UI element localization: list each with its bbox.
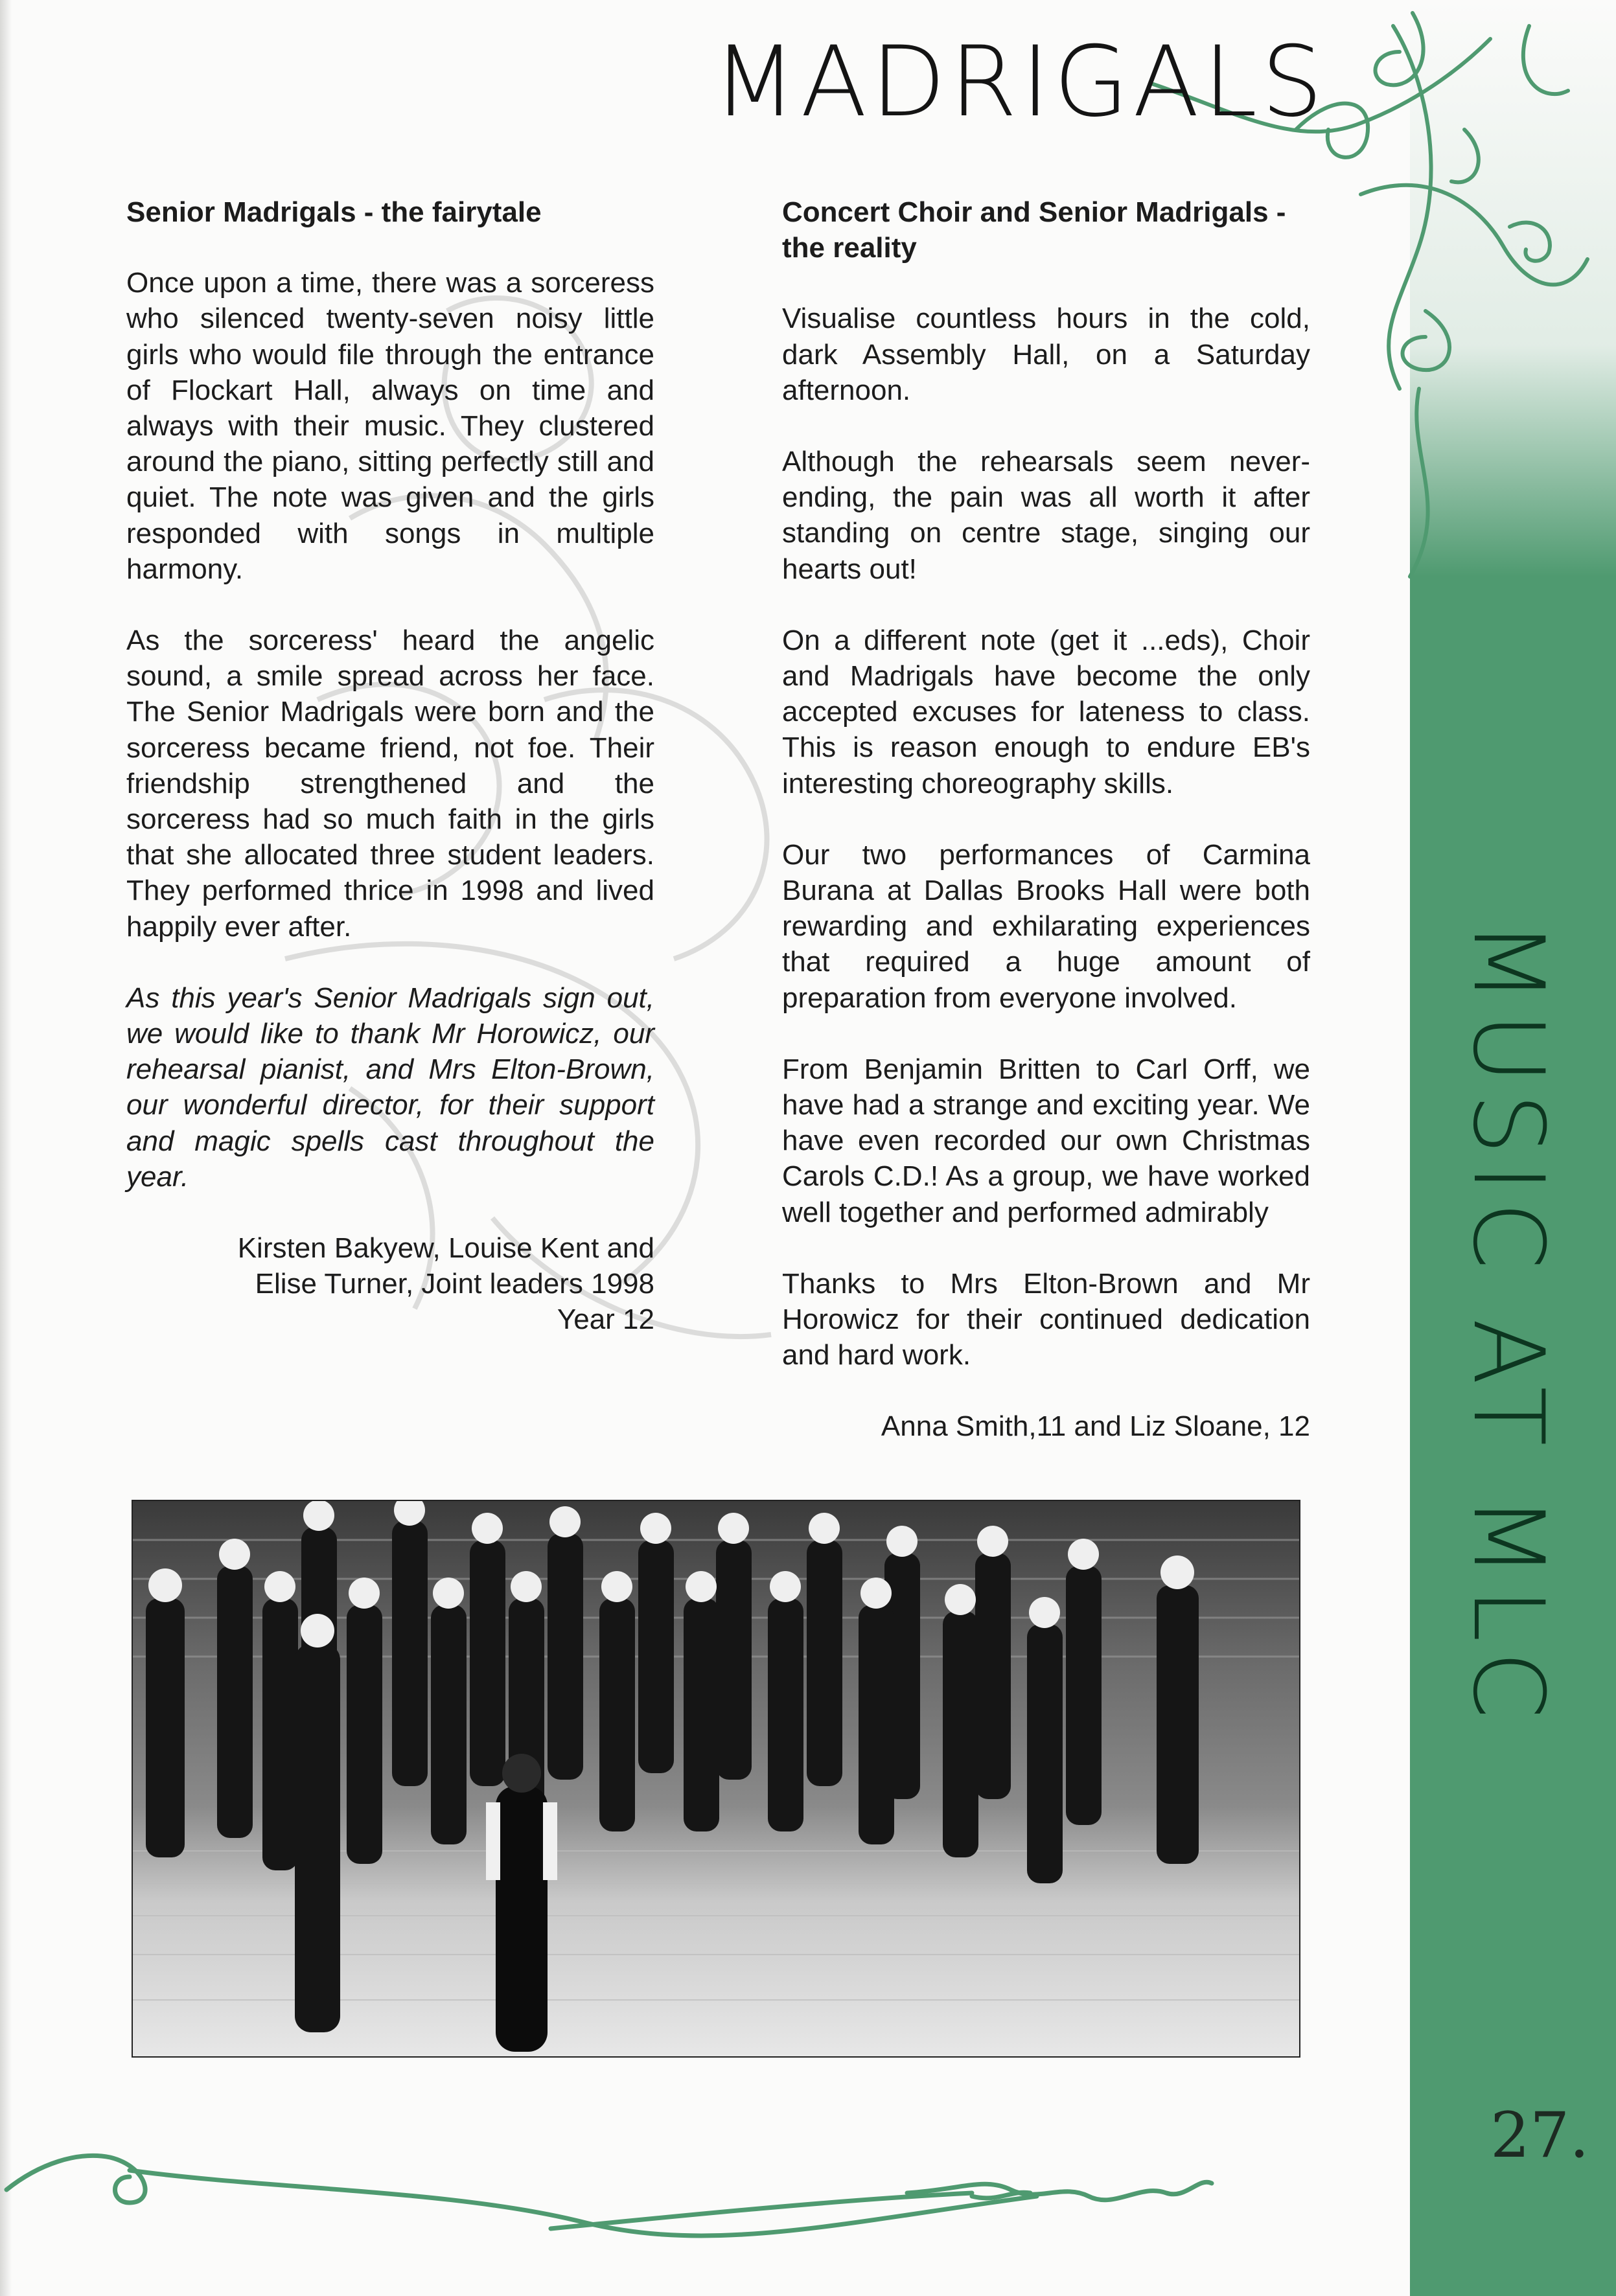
right-article-heading: Concert Choir and Senior Madrigals - the reality (782, 196, 1286, 264)
left-signoff-line: Elise Turner, Joint leaders 1998 (255, 1268, 654, 1300)
left-paragraph: As the sorceress' heard the angelic sound, a smile spread across her face. The Senior Madrigals were born and the sorceress became friend, not foe. Their friendship strengthened and the sorceress had so much faith in the girls that she allocated three student leaders. They performed thrice in 1998 and lived happily ever after. (126, 625, 654, 943)
left-signoff (126, 1230, 654, 1338)
right-paragraph: Visualise countless hours in the cold, dark Assembly Hall, on a Saturday afternoon. (782, 303, 1310, 406)
right-paragraph: From Benjamin Britten to Carl Orff, we have had a strange and exciting year. We have even recorded our own Christmas Carols C.D.! As a group, we have worked well together and performed admirably (782, 1053, 1310, 1228)
left-paragraph: Once upon a time, there was a sorceress who silenced twenty-seven noisy little girls who would file through the entrance of Flockart Hall, always on time and always with their music. They clustered around the piano, sitting perfectly still and quiet. The note was given and the girls responded with songs in multiple harmony. (126, 267, 654, 585)
left-signoff-line: Year 12 (557, 1303, 654, 1336)
left-article (126, 194, 654, 1338)
choir-photo-illustration (133, 1501, 1299, 2056)
page-number: 27. (1490, 2099, 1589, 2172)
left-italic-paragraph: As this year's Senior Madrigals sign out, we would like to thank Mr Horowicz, our rehearsal pianist, and Mrs Elton-Brown, our wonderful director, for their support and magic spells cast throughout the year. (126, 982, 654, 1193)
page-edge-shadow (0, 0, 12, 2296)
right-paragraph: On a different note (get it ...eds), Choir and Madrigals have become the only accepted excuses for lateness to class. This is reason enough to endure EB's interesting choreography skills. (782, 624, 1310, 799)
right-paragraph: Although the rehearsals seem never-ending, the pain was all worth it after standing on centre stage, singing our hearts out! (782, 446, 1310, 585)
choir-photo (132, 1500, 1300, 2058)
right-paragraph: Our two performances of Carmina Burana at Dallas Brooks Hall were both rewarding and exhilarating experiences that required a huge amount of preparation from everyone involved. (782, 838, 1310, 1014)
right-signoff: Anna Smith,11 and Liz Sloane, 12 (881, 1410, 1310, 1443)
side-band-gradient (1410, 0, 1616, 577)
left-signoff-line: Kirsten Bakyew, Louise Kent and (237, 1232, 654, 1265)
left-article-heading: Senior Madrigals - the fairytale (126, 196, 542, 228)
page-heading: MADRIGALS (713, 26, 1327, 139)
right-paragraph: Thanks to Mrs Elton-Brown and Mr Horowicz for their continued dedication and hard work. (782, 1267, 1310, 1372)
right-article (782, 194, 1310, 1445)
section-side-title: MUSIC AT MLC (1451, 920, 1564, 1728)
